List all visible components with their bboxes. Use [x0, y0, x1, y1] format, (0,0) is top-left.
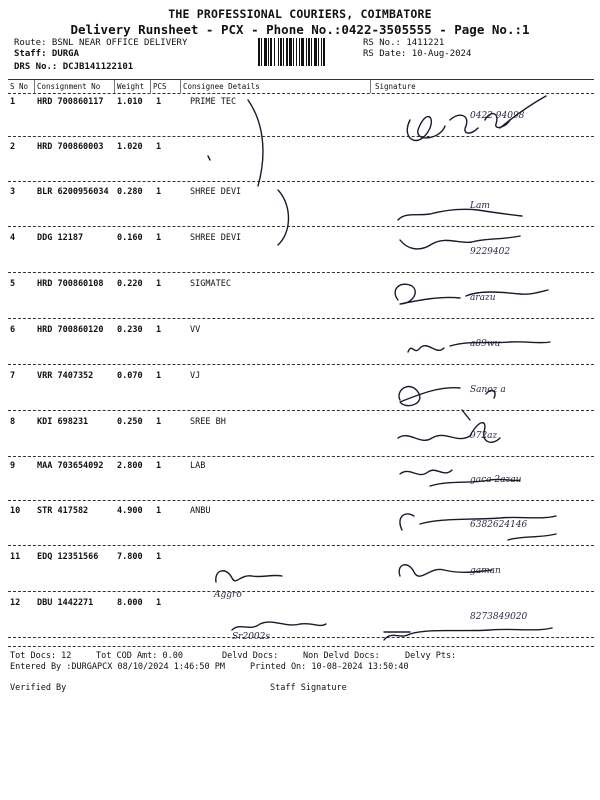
signature-scribble: [408, 346, 444, 352]
row-separator: [8, 136, 594, 137]
row-handwritten-signature: 9229402: [470, 247, 511, 257]
col-header-weight: Weight: [117, 82, 145, 91]
row-weight: 0.250: [117, 417, 143, 427]
row-handwritten-signature: arazu: [470, 293, 496, 303]
barcode-bar: [278, 38, 279, 66]
staff-info: Staff: DURGA: [14, 49, 80, 59]
row-consignee: SIGMATEC: [190, 279, 231, 289]
row-separator: [8, 364, 594, 365]
row-sno: 2: [10, 142, 16, 152]
signature-scribble: [384, 628, 552, 640]
barcode-bar: [283, 38, 284, 66]
row-pcs: 1: [156, 552, 162, 562]
row-sno: 8: [10, 417, 16, 427]
barcode-bar: [299, 38, 300, 66]
row-separator: [8, 637, 594, 638]
row-weight: 4.900: [117, 506, 143, 516]
row12-annotation: Sr2002s: [232, 632, 270, 642]
row-consignee: VJ: [190, 371, 201, 381]
row-handwritten-signature: 0422 94098: [470, 111, 525, 121]
row-pcs: 1: [156, 233, 162, 243]
row-separator: [8, 410, 594, 411]
bracket-mark: [248, 100, 263, 186]
barcode-bar: [306, 38, 307, 66]
col-header-signature: Signature: [375, 82, 416, 91]
barcode-bar: [258, 38, 260, 66]
annotation-scribble: [232, 622, 326, 630]
row-consignee: SHREE DEVI: [190, 187, 242, 197]
col-header-consignment: Consignment No: [37, 82, 101, 91]
row-sno: 3: [10, 187, 16, 197]
row-consignment: KDI 698231: [37, 417, 89, 427]
row-consignment: HRD 700860117: [37, 97, 104, 107]
col-sep: [150, 80, 151, 93]
row-consignment: DDG 12187: [37, 233, 84, 243]
printed-on: Printed On: 10-08-2024 13:50:40: [250, 662, 409, 672]
total-cod-amount: Tot COD Amt: 0.00: [96, 651, 183, 661]
row-separator: [8, 318, 594, 319]
col-sep: [114, 80, 115, 93]
row-sno: 12: [10, 598, 21, 608]
col-sep: [34, 80, 35, 93]
barcode-bar: [318, 38, 319, 66]
header-rule: [8, 93, 594, 94]
row-separator: [8, 545, 594, 546]
row-consignment: STR 417582: [37, 506, 89, 516]
row-pcs: 1: [156, 97, 162, 107]
col-sep: [180, 80, 181, 93]
row-consignment: DBU 1442271: [37, 598, 94, 608]
runsheet-subtitle: Delivery Runsheet - PCX - Phone No.:0422-3505555 - Page No.:1: [70, 22, 530, 37]
signature-scribble: [398, 209, 522, 220]
table-top-rule: [8, 79, 594, 80]
row-handwritten-signature: 972az: [470, 431, 498, 441]
verified-by-label: Verified By: [10, 683, 67, 693]
row-separator: [8, 272, 594, 273]
row-pcs: 1: [156, 461, 162, 471]
row-consignment: EDQ 12351566: [37, 552, 99, 562]
row-weight: 8.000: [117, 598, 143, 608]
row-pcs: 1: [156, 598, 162, 608]
barcode-bar: [286, 38, 288, 66]
staff-signature-label: Staff Signature: [270, 683, 347, 693]
signature-scribble: [400, 514, 414, 530]
row-consignee: PRIME TEC: [190, 97, 237, 107]
barcode-bar: [264, 38, 267, 66]
signature-scribble: [508, 534, 556, 540]
delivered-docs: Delvd Docs:: [222, 651, 279, 661]
row-consignee: ANBU: [190, 506, 211, 516]
entered-by: Entered By :DURGAPCX 08/10/2024 1:46:50 PM: [10, 662, 225, 672]
barcode-bar: [323, 38, 325, 66]
bracket-mark: [278, 190, 289, 245]
col-header-pcs: PCS: [153, 82, 167, 91]
company-title: THE PROFESSIONAL COURIERS, COIMBATORE: [168, 7, 432, 21]
barcode: [258, 38, 353, 66]
row-sno: 4: [10, 233, 16, 243]
rs-date: RS Date: 10-Aug-2024: [363, 49, 472, 59]
row-weight: 1.010: [117, 97, 143, 107]
row-pcs: 1: [156, 187, 162, 197]
drs-number: DRS No.: DCJB141122101: [14, 62, 134, 72]
row-sno: 7: [10, 371, 16, 381]
row-separator: [8, 591, 594, 592]
row11-annotation: Aggro: [214, 590, 242, 600]
row-consignment: HRD 700860003: [37, 142, 104, 152]
row-handwritten-signature: gaca 2azau: [470, 475, 522, 485]
row-pcs: 1: [156, 325, 162, 335]
barcode-bar: [268, 38, 269, 66]
row-pcs: 1: [156, 142, 162, 152]
row-separator: [8, 181, 594, 182]
row-consignment: BLR 6200956034: [37, 187, 109, 197]
row-weight: 0.230: [117, 325, 143, 335]
barcode-bar: [261, 38, 262, 66]
barcode-bar: [301, 38, 304, 66]
row-sno: 10: [10, 506, 21, 516]
barcode-bar: [270, 38, 272, 66]
barcode-bar: [293, 38, 294, 66]
signature-scribble: [398, 435, 470, 440]
row-handwritten-signature: Sanoz a: [470, 385, 506, 395]
row-sno: 6: [10, 325, 16, 335]
barcode-bar: [274, 38, 275, 66]
barcode-bar: [314, 38, 317, 66]
row-pcs: 1: [156, 506, 162, 516]
row-sno: 5: [10, 279, 16, 289]
row-consignee: SHREE DEVI: [190, 233, 242, 243]
signature-scribble: [462, 410, 470, 420]
row-weight: 1.020: [117, 142, 143, 152]
rs-number: RS No.: 1411221: [363, 38, 445, 48]
route-info: Route: BSNL NEAR OFFICE DELIVERY: [14, 38, 188, 48]
annotation-scribble: [216, 571, 282, 582]
signature-scribble: [395, 284, 460, 304]
row-weight: 0.220: [117, 279, 143, 289]
row-separator: [8, 226, 594, 227]
row-handwritten-signature: a89wu: [470, 339, 501, 349]
row-separator: [8, 456, 594, 457]
row-weight: 2.800: [117, 461, 143, 471]
row-consignee: VV: [190, 325, 201, 335]
row-separator: [8, 500, 594, 501]
barcode-bar: [296, 38, 297, 66]
row-handwritten-signature: 8273849020: [470, 612, 528, 622]
signature-scribble: [399, 387, 460, 406]
row-weight: 0.160: [117, 233, 143, 243]
row-consignee: SREE BH: [190, 417, 226, 427]
col-header-sno: S No: [10, 82, 29, 91]
col-sep: [370, 80, 371, 93]
barcode-bar: [308, 38, 310, 66]
barcode-bar: [289, 38, 292, 66]
row-consignment: VRR 7407352: [37, 371, 94, 381]
row-weight: 7.800: [117, 552, 143, 562]
row-pcs: 1: [156, 417, 162, 427]
row-consignee: LAB: [190, 461, 206, 471]
row-handwritten-signature: gaman: [470, 566, 501, 576]
row-consignment: MAA 703654092: [37, 461, 104, 471]
total-docs: Tot Docs: 12: [10, 651, 72, 661]
footer-rule: [8, 646, 594, 647]
row-sno: 9: [10, 461, 16, 471]
row-handwritten-signature: Lam: [470, 201, 490, 211]
pen-dot: [208, 156, 210, 160]
barcode-bar: [280, 38, 282, 66]
row-sno: 1: [10, 97, 16, 107]
non-delivered-docs: Non Delvd Docs:: [303, 651, 380, 661]
barcode-bar: [321, 38, 322, 66]
row-weight: 0.280: [117, 187, 143, 197]
col-header-consignee: Consignee Details: [183, 82, 260, 91]
row-pcs: 1: [156, 279, 162, 289]
row-handwritten-signature: 6382624146: [470, 520, 528, 530]
barcode-bar: [311, 38, 312, 66]
row-weight: 0.070: [117, 371, 143, 381]
signature-scribble: [400, 470, 452, 475]
delivery-points: Delvy Pts:: [405, 651, 457, 661]
row-consignment: HRD 700860120: [37, 325, 104, 335]
row-consignment: HRD 700860108: [37, 279, 104, 289]
row-pcs: 1: [156, 371, 162, 381]
row-sno: 11: [10, 552, 21, 562]
